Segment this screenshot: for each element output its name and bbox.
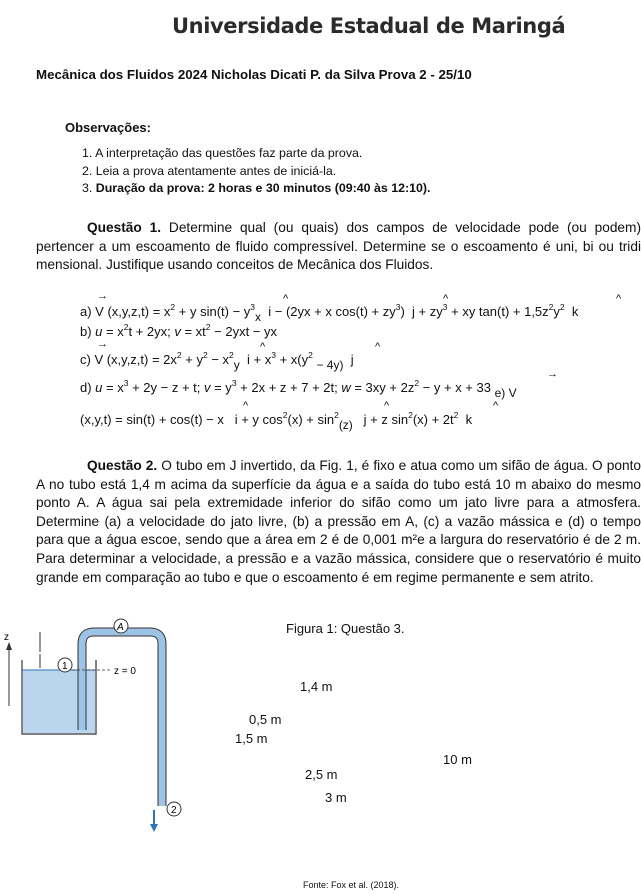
observations-list xyxy=(82,145,430,198)
jet-arrow-icon xyxy=(150,824,158,832)
vector-arrow-icon: → xyxy=(547,368,558,380)
question2-text: O tubo em J invertido, da Fig. 1, é fixo e atua como um sifão de água. O ponto A no tubo está 1,4 m acima da superfície da água e a saída do tubo está 10 m abaixo do mesmo ponto A. A água sai pela extremidade inferior do sifão como um jato livre para a atmosfera. Determine (a) a velocidade do jato livre, (b) a pressão em A, (c) a vazão mássica e (d) o tempo para que a água escoe, sendo que a área em 2 é de 0,001 m²e a largura do reservatório é de 2 m. Para determinar a velocidade, a pressão e a vazão mássica, considere que o reservatório é muito grande em comparação ao tubo e que o escoamento é em regime permanente e sem atrito. xyxy=(36,458,641,585)
siphon-diagram xyxy=(0,618,200,836)
z-zero-label: z = 0 xyxy=(114,666,136,677)
point-2-label: 2 xyxy=(171,805,177,816)
equation-d: d) $u = x^3 + 2y - z + t$; $v = y^3 + 2x + z + 7 + 2t$; $w = 3xy + 2z^2 - y + x + 33$ e) V xyxy=(80,378,517,400)
observation-item: 2. Leia a prova atentamente antes de iniciá-la. xyxy=(82,163,337,178)
question1-text: Determine qual (ou quais) dos campos de velocidade pode (ou podem) pertencer a um escoamento de fluido compressível. Determine se o escoamento é uni, bi ou tridi mensional. Justifique usando conceitos de Mecânica dos Fluidos. xyxy=(36,220,641,273)
z-axis-arrow-icon xyxy=(6,642,12,650)
point-a-label: A xyxy=(117,622,124,633)
unit-hat-icon: ^ xyxy=(616,293,622,305)
unit-hat-icon: ^ xyxy=(283,293,289,305)
question1-label: Questão 1. xyxy=(87,220,162,235)
duration-text: Duração da prova: 2 horas e 30 minutos (09:40 às 12:10). xyxy=(95,181,431,196)
exam-title: Mecânica dos Fluidos 2024 Nicholas Dicati P. da Silva Prova 2 - 25/10 xyxy=(36,67,472,82)
question2-label: Questão 2. xyxy=(87,458,158,473)
figure-source: Fonte: Fox et al. (2018). xyxy=(303,880,400,890)
unit-hat-icon: ^ xyxy=(243,400,249,412)
unit-hat-icon: ^ xyxy=(260,341,266,353)
dimension-label: 2,5 m xyxy=(305,767,338,782)
unit-hat-icon: ^ xyxy=(443,293,449,305)
question1-paragraph xyxy=(36,219,641,275)
observation-item: 3. Duração da prova: 2 horas e 30 minutos (09:40 às 12:10). xyxy=(82,181,431,196)
equation-c: c) V $(x,y,z,t) = 2x^2 + y^2 - x^2y$ $i + x^3 + x(y^2 - 4y)$ j xyxy=(80,350,354,372)
z-axis-label: z xyxy=(4,632,9,643)
dimension-label: 3 m xyxy=(325,790,347,805)
dimension-label: 1,5 m xyxy=(235,731,268,746)
dimension-label: 0,5 m xyxy=(249,712,282,727)
equation-a: a) V $(x,y,z,t) = x^2 + y$ $\sin(t) - y^3x$ i − (2yx + x $\cos(t) + zy^3$) $j + zy^3$ + xy $\tan(t) + 1,5z^2y^2$ k xyxy=(80,302,579,324)
equation-b: b) $u = x^2t + 2yx$; $v = xt^2 - 2yxt$ − yx xyxy=(80,322,278,339)
equation-e: (x,y,t) = sin(t) + cos(t) − x i + y $\cos^2(x) + \sin^2(z) j + z$ $\sin^2(x) + 2t^2$ k xyxy=(80,410,473,432)
point-1-label: 1 xyxy=(62,661,68,672)
figure-caption: Figura 1: Questão 3. xyxy=(286,621,405,636)
question2-paragraph xyxy=(36,457,641,587)
unit-hat-icon: ^ xyxy=(493,400,499,412)
dimension-label: 10 m xyxy=(443,752,472,767)
vector-arrow-icon: → xyxy=(97,290,108,302)
unit-hat-icon: ^ xyxy=(384,400,390,412)
unit-hat-icon: ^ xyxy=(375,341,381,353)
dimension-label: 1,4 m xyxy=(300,679,333,694)
university-logo xyxy=(168,4,566,48)
observation-item: 1. A interpretação das questões faz parte da prova. xyxy=(82,146,363,160)
observations-heading: Observações: xyxy=(65,120,151,135)
vector-arrow-icon: → xyxy=(97,338,108,350)
university-name: Universidade Estadual de Maringá xyxy=(172,14,566,38)
